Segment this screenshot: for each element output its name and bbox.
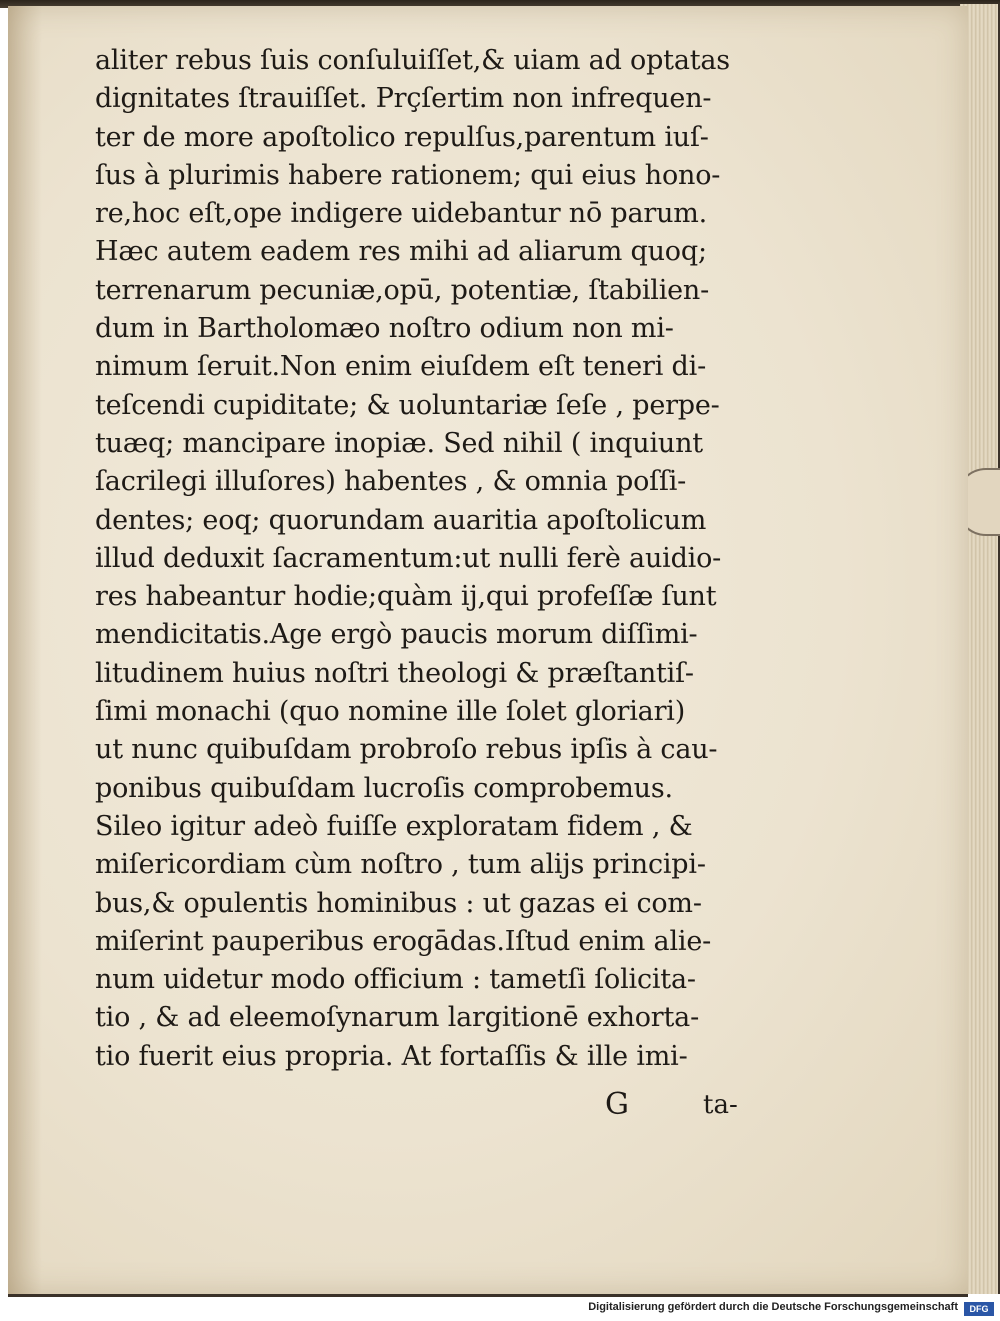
text-line: mendicitatis.Age ergò paucis morum diſſimi- — [95, 619, 698, 651]
body-text — [95, 42, 765, 1076]
text-line: ſimi monachi (quo nomine ille ſolet gloriari) — [95, 696, 686, 728]
text-line: ſus à plurimis habere rationem; qui eius hono- — [95, 159, 721, 191]
text-line: terrenarum pecuniæ,opū, potentiæ, ſtabilien- — [95, 274, 710, 306]
text-line: bus,& opulentis hominibus : ut gazas ei com- — [95, 887, 702, 919]
text-line: dum in Bartholomæo noſtro odium non mi- — [95, 313, 674, 345]
signature-mark: G — [605, 1087, 629, 1122]
text-line: illud deduxit ſacramentum:ut nulli ferè auidio- — [95, 542, 722, 574]
catchword: ta- — [703, 1090, 738, 1120]
text-line: dentes; eoq; quorundam auaritia apoſtolicum — [95, 504, 707, 536]
credit-footer — [0, 1298, 1000, 1321]
text-line: res habeantur hodie;quàm ij,qui profeſſæ ſunt — [95, 581, 717, 613]
text-line: miſericordiam cùm noſtro , tum aliјs principi- — [95, 849, 706, 881]
text-line: dignitates ſtrauiſſet. Prçſertim non infrequen- — [95, 83, 712, 115]
text-line: litudinem huius noſtri theologi & præſtantiſ- — [95, 657, 694, 689]
text-line: Sileo igitur adeò fuiſſe exploratam fidem , & — [95, 810, 693, 842]
text-line: num uidetur modo officium : tametſi ſolicita- — [95, 964, 696, 996]
page-foot — [605, 1085, 755, 1125]
text-line: miſerint pauperibus erogādas.Iſtud enim alie- — [95, 925, 712, 957]
gutter-shadow — [8, 6, 42, 1294]
text-line: re,hoc eſt,ope indigere uidebantur nō parum. — [95, 198, 708, 230]
credit-text: Digitalisierung gefördert durch die Deutsche Forschungsgemeinschaft — [588, 1301, 958, 1313]
text-line: ſacrilegi illuſores) habentes , & omnia poſſi- — [95, 466, 687, 498]
text-line: nimum ſeruit.Non enim eiuſdem eſt teneri di- — [95, 351, 706, 383]
text-line: tio fuerit eius propria. At fortaſſis & ille imi- — [95, 1040, 688, 1072]
dfg-logo-icon: DFG — [964, 1302, 994, 1316]
text-line: tio , & ad eleemoſynarum largitionē exhorta- — [95, 1002, 699, 1034]
text-line: Hæc autem eadem res mihi ad aliarum quoq; — [95, 236, 707, 268]
text-line: ut nunc quibuſdam probroſo rebus ipſis à cau- — [95, 734, 718, 766]
text-line: tuæq; mancipare inopiæ. Sed nihil ( inquiunt — [95, 427, 703, 459]
text-line: ponibus quibuſdam lucroſis comprobemus. — [95, 772, 673, 804]
text-line: aliter rebus ſuis conſuluiſſet,& uiam ad optatas — [95, 45, 730, 76]
text-line: teſcendi cupiditate; & uoluntariæ ſeſe , perpe- — [95, 389, 720, 421]
text-line: ter de more apoſtolico repulſus,parentum iuſ- — [95, 121, 709, 153]
